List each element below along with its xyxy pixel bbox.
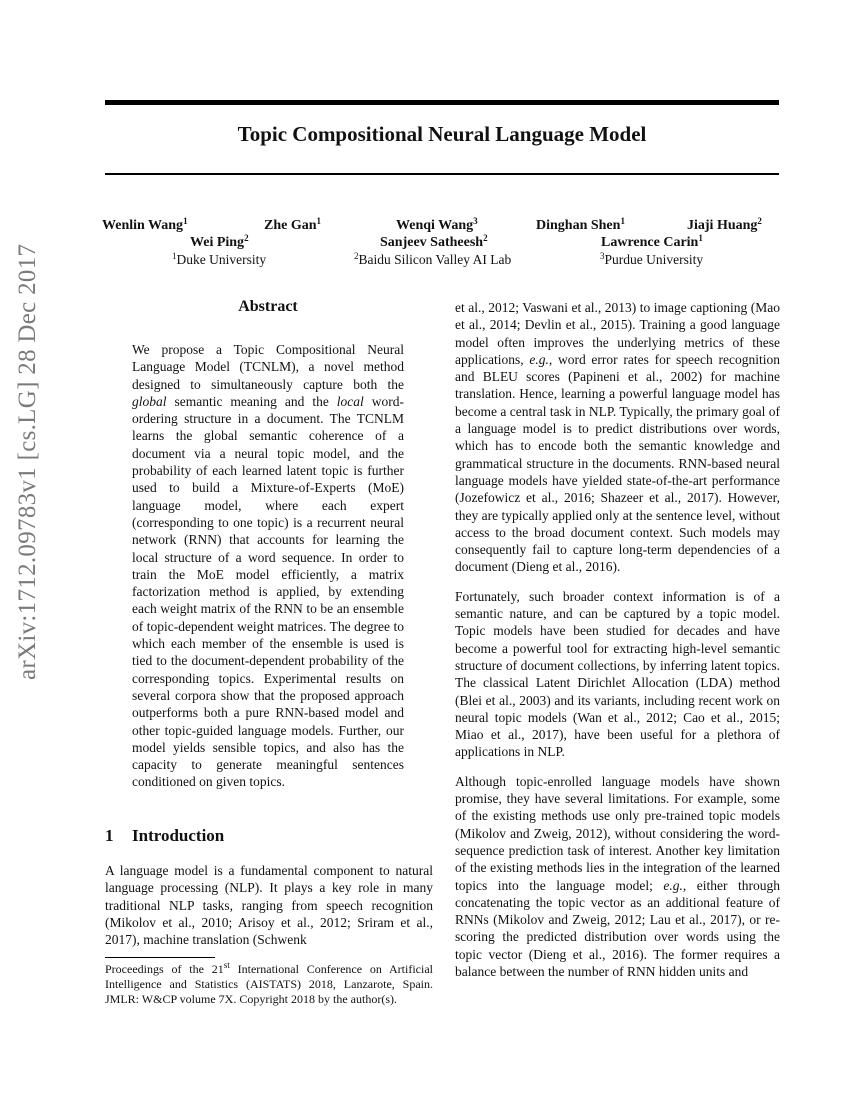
abstract-heading: Abstract (238, 298, 298, 315)
paragraph: Although topic-enrolled language models have shown promise, they have several limitations. For example, some of the existing methods use only pre-trained topic models (Mikolov and Zweig, 2012), without considering the word-sequence prediction task of interest. Another key limitation of the existing methods lies in the integration of the learned topics into the language model; e.g., either through concatenating the topic vector as an additional feature of RNNs (Mikolov and Zweig, 2012; Lau et al., 2017), or re-scoring the predicted distribution over words using the topic vector (Dieng et al., 2016). The former requires a balance between the number of RNN hidden units and (455, 773, 780, 979)
section-heading-introduction: 1 Introduction (105, 826, 225, 845)
affiliation: $^1$Duke University (172, 251, 267, 267)
author: Zhe Gan$^1$ (264, 216, 322, 233)
paragraph: et al., 2012; Vaswani et al., 2013) to image captioning (Mao et al., 2014; Devlin et al., 2015). Training a good language model often improves the underlying metrics of these applications, e.g., word error rates for speech recognition and BLEU scores (Papineni et al., 2002) for machine translation. Hence, learning a powerful language model has become a central task in NLP. Typically, the primary goal of a language model is to predict distributions over words, which has to encode both the semantic knowledge and grammatical structure in the documents. RNN-based neural language models have yielded state-of-the-art performance (Jozefowicz et al., 2016; Shazeer et al., 2017). However, they are typically applied only at the sentence level, without access to the broad document context. Such models may consequently fail to capture long-term dependencies of a document (Dieng et al., 2016). (455, 300, 780, 575)
author: Dinghan Shen$^1$ (536, 216, 625, 233)
author: Wenlin Wang$^1$ (102, 216, 188, 233)
right-column (455, 299, 780, 992)
affiliation: $^3$Purdue University (600, 251, 704, 267)
paragraph: Fortunately, such broader context information is of a semantic nature, and can be captured by a topic model. Topic models have been studied for decades and have become a powerful tool for extracting high-level semantic structure of document collections, by inferring latent topics. The classical Latent Dirichlet Allocation (LDA) method (Blei et al., 2003) and its variants, including recent work on neural topic models (Wan et al., 2012; Cao et al., 2015; Miao et al., 2017), have been useful for a plethora of applications in NLP. (455, 588, 780, 760)
author: Lawrence Carin$^1$ (601, 233, 703, 250)
author: Wei Ping$^2$ (190, 233, 249, 250)
paper-title: Topic Compositional Neural Language Model (237, 122, 647, 146)
author: Jiaji Huang$^2$ (687, 216, 762, 233)
introduction-paragraph: A language model is a fundamental component to natural language processing (NLP). It plays a key role in many traditional NLP tasks, ranging from speech recognition (Mikolov et al., 2010; Arisoy et al., 2012; Sriram et al., 2017), machine translation (Schwenk (105, 863, 433, 948)
affiliation: $^2$Baidu Silicon Valley AI Lab (354, 251, 512, 267)
title-rule-top (105, 100, 779, 105)
abstract-body: We propose a Topic Compositional Neural Language Model (TCNLM), a novel method designed to simultaneously capture both the global semantic meaning and the local word-ordering structure in a document. The TCNLM learns the global semantic coherence of a document via a neural topic model, and the probability of each learned latent topic is further used to build a Mixture-of-Experts (MoE) language model, where each expert (corresponding to one topic) is a recurrent neural network (RNN) that accounts for learning the local structure of a word sequence. In order to train the MoE model efficiently, a matrix factorization method is applied, by extending each weight matrix of the RNN to be an ensemble of topic-dependent weight matrices. The degree to which each member of the ensemble is used is tied to the document-dependent probability of the corresponding topics. Experimental results on several corpora show that the proposed approach outperforms both a pure RNN-based model and other topic-guided language models. Further, our model yields sensible topics, and also has the capacity to generate meaningful sentences conditioned on given topics. (132, 342, 405, 790)
title-rule-bottom (105, 173, 779, 175)
proceedings-footnote: Proceedings of the 21st International Conference on Artificial Intelligence and Statistics (AISTATS) 2018, Lanzarote, Spain. JMLR: W&CP volume 7X. Copyright 2018 by the author(s). (105, 960, 433, 1006)
footnote-rule (105, 957, 215, 958)
arxiv-identifier[interactable]: arXiv:1712.09783v1 [cs.LG] 28 Dec 2017 (14, 243, 41, 680)
author: Wenqi Wang$^3$ (396, 216, 478, 233)
author: Sanjeev Satheesh$^2$ (380, 233, 488, 250)
